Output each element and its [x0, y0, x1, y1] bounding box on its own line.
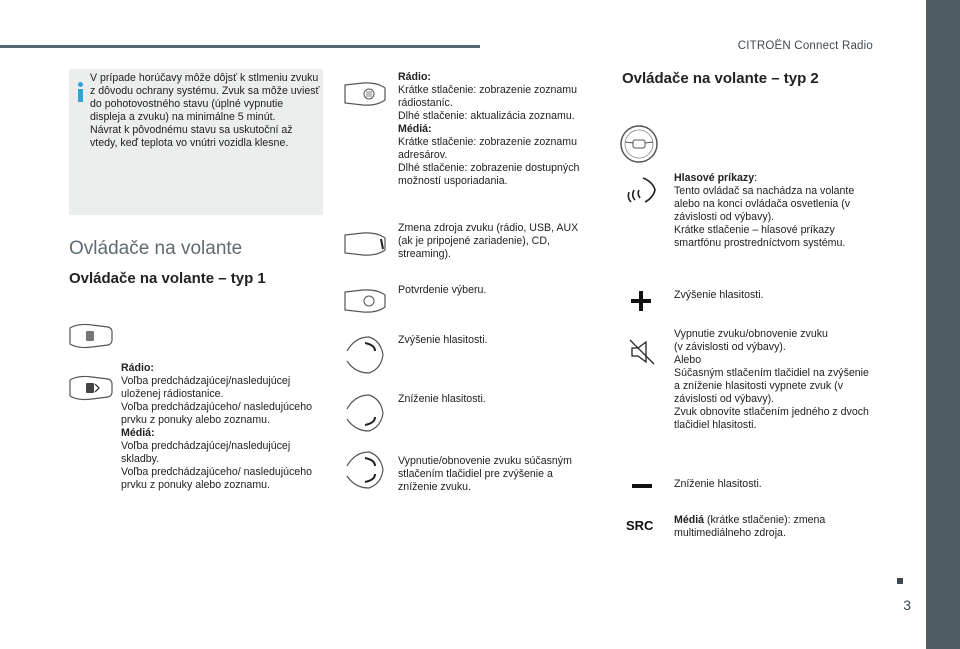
type1-radio-label: Rádio:	[121, 362, 154, 374]
mute-icon	[345, 450, 385, 490]
plus-icon	[630, 290, 652, 312]
col2-item1	[398, 71, 598, 188]
type1-title: Ovládače na volante – typ 1	[69, 270, 266, 287]
col2-confirm-text: Potvrdenie výberu.	[398, 284, 487, 296]
steering-wheel-icon	[619, 124, 659, 164]
voice-command-icon	[625, 176, 659, 208]
col2-volume-up-text: Zvýšenie hlasitosti.	[398, 334, 488, 346]
brand-header: CITROËN Connect Radio	[737, 40, 873, 52]
type2-media-text: (krátke stlačenie): zmena multimediálneho zdroja.	[674, 514, 826, 539]
type2-media	[674, 514, 874, 540]
page-number: 3	[903, 597, 911, 613]
type1-radio-text: Voľba predchádzajúcej/nasledujúcej uloženej rádiostanice. Voľba predchádzajúceho/ nasledujúceho prvku z ponuky alebo zoznamu.	[121, 375, 312, 426]
minus-icon	[631, 483, 653, 489]
info-icon	[77, 82, 84, 102]
type2-media-label: Médiá	[674, 514, 705, 526]
src-icon: SRC	[626, 518, 654, 533]
steering-control-icon	[68, 322, 114, 350]
type1-media-text: Voľba predchádzajúcej/nasledujúcej skladby. Voľba predchádzajúceho/ nasledujúceho prvku z ponuky alebo zoznamu.	[121, 440, 312, 491]
type1-media-label: Médiá:	[121, 427, 155, 439]
steering-list-icon	[343, 80, 389, 108]
steering-ok-icon	[343, 287, 389, 315]
page-marker	[897, 578, 903, 584]
type2-title: Ovládače na volante – typ 2	[622, 70, 819, 87]
type2-volume-up-text: Zvýšenie hlasitosti.	[674, 289, 764, 301]
steering-source-icon	[343, 230, 389, 258]
volume-up-icon	[345, 335, 385, 375]
type2-voice-text: : Tento ovládač sa nachádza na volante alebo na konci ovládača osvetlenia (v závislosti od výbavy). Krátke stlačenie – hlasové príkazy smartfónu prostredníctvom systému.	[674, 172, 855, 249]
col2-media-text: Krátke stlačenie: zobrazenie zoznamu adresárov. Dlhé stlačenie: zobrazenie dostupných možností usporiadania.	[398, 136, 580, 187]
type2-volume-down-text: Zníženie hlasitosti.	[674, 478, 762, 490]
mute-speaker-icon	[628, 338, 656, 366]
col2-source-text: Zmena zdroja zvuku (rádio, USB, AUX (ak je pripojené zariadenie), CD, streaming).	[398, 222, 579, 260]
col2-volume-down-text: Zníženie hlasitosti.	[398, 393, 486, 405]
header-rule	[0, 45, 480, 48]
type2-voice-label: Hlasové príkazy	[674, 172, 755, 184]
type1-item1	[121, 362, 321, 492]
info-text: V prípade horúčavy môže dôjsť k stlmeniu zvuku z dôvodu ochrany systému. Zvuk sa môže uviesť do pohotovostného stavu (úplné vypnutie displeja a zvuku) na minimálne 5 minút. Návrat k pôvodnému stavu sa uskutoční až vtedy, keď teplota vo vnútri vozidla klesne.	[90, 72, 320, 149]
page-edge-bar	[926, 0, 960, 649]
section-title: Ovládače na volante	[69, 238, 243, 259]
type2-mute-text: Vypnutie zvuku/obnovenie zvuku (v závislosti od výbavy). Alebo Súčasným stlačením tlačidiel na zvýšenie a zníženie hlasitosti vypnete zvuk (v závislosti od výbavy). Zvuk obnovíte stlačením jedného z dvoch tlačidiel hlasitosti.	[674, 328, 869, 431]
col2-radio-label: Rádio:	[398, 71, 431, 83]
col2-mute-text: Vypnutie/obnovenie zvuku súčasným stlačením tlačidiel pre zvýšenie a zníženie zvuku.	[398, 455, 572, 493]
volume-down-icon	[345, 393, 385, 433]
col2-radio-text: Krátke stlačenie: zobrazenie zoznamu rádiostaníc. Dlhé stlačenie: aktualizácia zoznamu.	[398, 84, 578, 122]
steering-scroll-icon	[68, 374, 114, 402]
type2-voice	[674, 172, 874, 250]
col2-media-label: Médiá:	[398, 123, 432, 135]
